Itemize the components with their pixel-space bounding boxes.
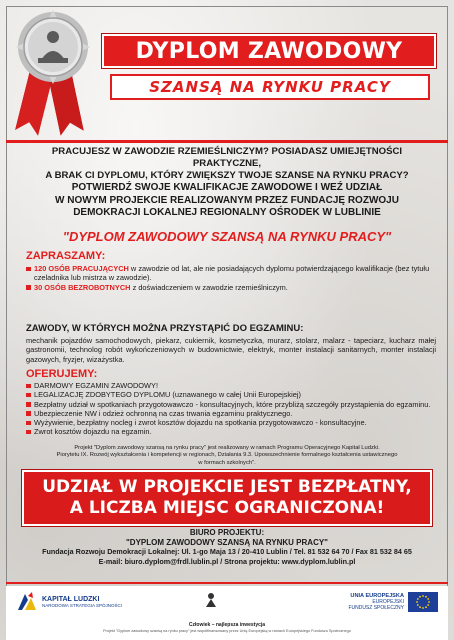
intro-confirm — [20, 182, 434, 220]
list-item: Bezpłatny udział w spotkaniach przygotowawczo - konsultacyjnych, które przybliżą szczegóły przystąpienia do egzaminu. — [26, 400, 436, 409]
offer-list — [26, 381, 436, 437]
confirm-line: POTWIERDŹ SWOJE KWALIFIKACJE ZAWODOWE I WEŹ UDZIAŁ — [71, 182, 383, 193]
office-contact: E-mail: biuro.dyplom@frdl.lublin.pl / Strona projektu: www.dyplom.lublin.pl — [98, 556, 356, 566]
partner-logo — [204, 592, 264, 613]
list-item: DARMOWY EGZAMIN ZAWODOWY! — [26, 381, 436, 390]
note-line: Piorytetu IX. Rozwój wykształcenia i kompetencji w regionach, Działania 9.3. Upowszechnienie formalnego kształcenia ustawicznego — [56, 452, 398, 459]
list-item: Zwrot kosztów dojazdu na egzamin. — [26, 427, 436, 436]
list-item — [26, 264, 436, 283]
office-address: Fundacja Rozwoju Demokracji Lokalnej: Ul. 1-go Maja 13 / 20-410 Lublin / Tel. 81 532 64 70 / Fax 81 532 84 65 — [42, 547, 412, 557]
list-item — [26, 283, 436, 292]
page-subtitle: SZANSĄ NA RYNKU PRACY — [149, 78, 391, 96]
list-item: LEGALIZACJĘ ZDOBYTEGO DYPLOMU (uznawanego w całej Unii Europejskiej) — [26, 390, 436, 399]
footer — [6, 586, 448, 640]
eu-fund-line: EUROPEJSKI — [372, 599, 404, 605]
confirm-line: DEMOKRACJI LOKALNEJ REGIONALNY OŚRODEK W LUBLINIE — [73, 207, 381, 218]
eu-name: UNIA EUROPEJSKA — [350, 593, 404, 599]
eu-fund-line: FUNDUSZ SPOŁECZNY — [348, 605, 404, 611]
intro-question — [20, 146, 434, 182]
footer-fine-print: Projekt "Dyplom zawodowy szansą na rynku pracy" jest współfinansowany przez Unię Europejską w ramach Europejskiego Funduszu Społecznego — [103, 629, 351, 633]
footer-slogan: Człowiek – najlepsza inwestycja — [188, 622, 266, 628]
subtitle-banner — [110, 74, 430, 100]
office-project: "DYPLOM ZAWODOWY SZANSĄ NA RYNKU PRACY" — [126, 537, 328, 547]
intro-line: A BRAK CI DYPLOMU, KTÓRY ZWIĘKSZY TWOJE SZANSE NA RYNKU PRACY? — [45, 170, 409, 181]
invite-text: w zawodzie od lat, ale nie posiadających dyplomu potwierdzającego kwalifikacje (bez tytułu czeladnika lub mistrza w zawodzie). — [34, 264, 430, 283]
invite-list — [26, 264, 436, 292]
professions-heading: ZAWODY, W KTÓRYCH MOŻNA PRZYSTĄPIĆ DO EGZAMINU: — [26, 323, 304, 334]
intro-line: PRACUJESZ W ZAWODZIE RZEMIEŚLNICZYM? POSIADASZ UMIEJĘTNOŚCI PRAKTYCZNE, — [51, 146, 403, 169]
note-line: w formach szkolnych". — [198, 459, 256, 466]
office-title: BIURO PROJEKTU: — [189, 528, 265, 537]
eu-logo — [348, 592, 438, 612]
invite-text: z doświadczeniem w zawodzie rzemieślniczym. — [130, 282, 288, 292]
page-title: DYPLOM ZAWODOWY — [135, 38, 403, 64]
program-note — [40, 445, 414, 467]
list-item: Wyżywienie, bezpłatny nocleg i zwrot kosztów dojazdu na spotkania przygotowawczo - konsultacyjne. — [26, 418, 436, 427]
divider-bottom — [6, 582, 448, 584]
free-participation-banner — [22, 470, 432, 526]
invite-highlight: 30 OSÓB BEZROBOTNYCH — [34, 282, 131, 292]
note-line: Projekt "Dyplom zawodowy szansą na rynku pracy" jest realizowany w ramach Programu Operacyjnego Kapitał Ludzki. — [74, 445, 380, 451]
kl-subtitle: NARODOWA STRATEGIA SPÓJNOŚCI — [42, 603, 123, 608]
professions-text: mechanik pojazdów samochodowych, piekarz, cukiernik, kosmetyczka, murarz, stolarz, malarz - tapeciarz, kucharz małej gastronomii, technolog robót wykończeniowych w budownictwie, elektryk, monter instalacji sanitarnych, monter instalacji gazowych, fryzjer, wizażystka. — [26, 336, 436, 364]
eu-flag-icon — [408, 592, 438, 612]
project-office — [10, 528, 444, 566]
kl-name: KAPITAŁ LUDZKI — [42, 596, 100, 603]
list-item: Ubezpieczenie NW i odzież ochronną na czas trwania egzaminu praktycznego. — [26, 409, 436, 418]
divider-top — [6, 140, 448, 143]
partner-emblem-icon — [204, 592, 218, 608]
invite-highlight: 120 OSÓB PRACUJĄCYCH — [34, 264, 129, 273]
confirm-line: W NOWYM PROJEKCIE REALIZOWANYM PRZEZ FUNDACJĘ ROZWOJU — [55, 194, 399, 206]
cta-line: A LICZBA MIEJSC OGRANICZONA! — [69, 498, 385, 518]
medal-seal-icon — [16, 10, 90, 84]
cta-line: UDZIAŁ W PROJEKCIE JEST BEZPŁATNY, — [42, 477, 412, 497]
invite-heading: ZAPRASZAMY: — [26, 250, 106, 262]
title-banner — [102, 34, 436, 68]
offer-heading: OFERUJEMY: — [26, 368, 98, 380]
kapital-ludzki-logo — [16, 592, 122, 612]
kapital-ludzki-icon — [16, 592, 38, 612]
project-name: "DYPLOM ZAWODOWY SZANSĄ NA RYNKU PRACY" — [62, 229, 392, 244]
